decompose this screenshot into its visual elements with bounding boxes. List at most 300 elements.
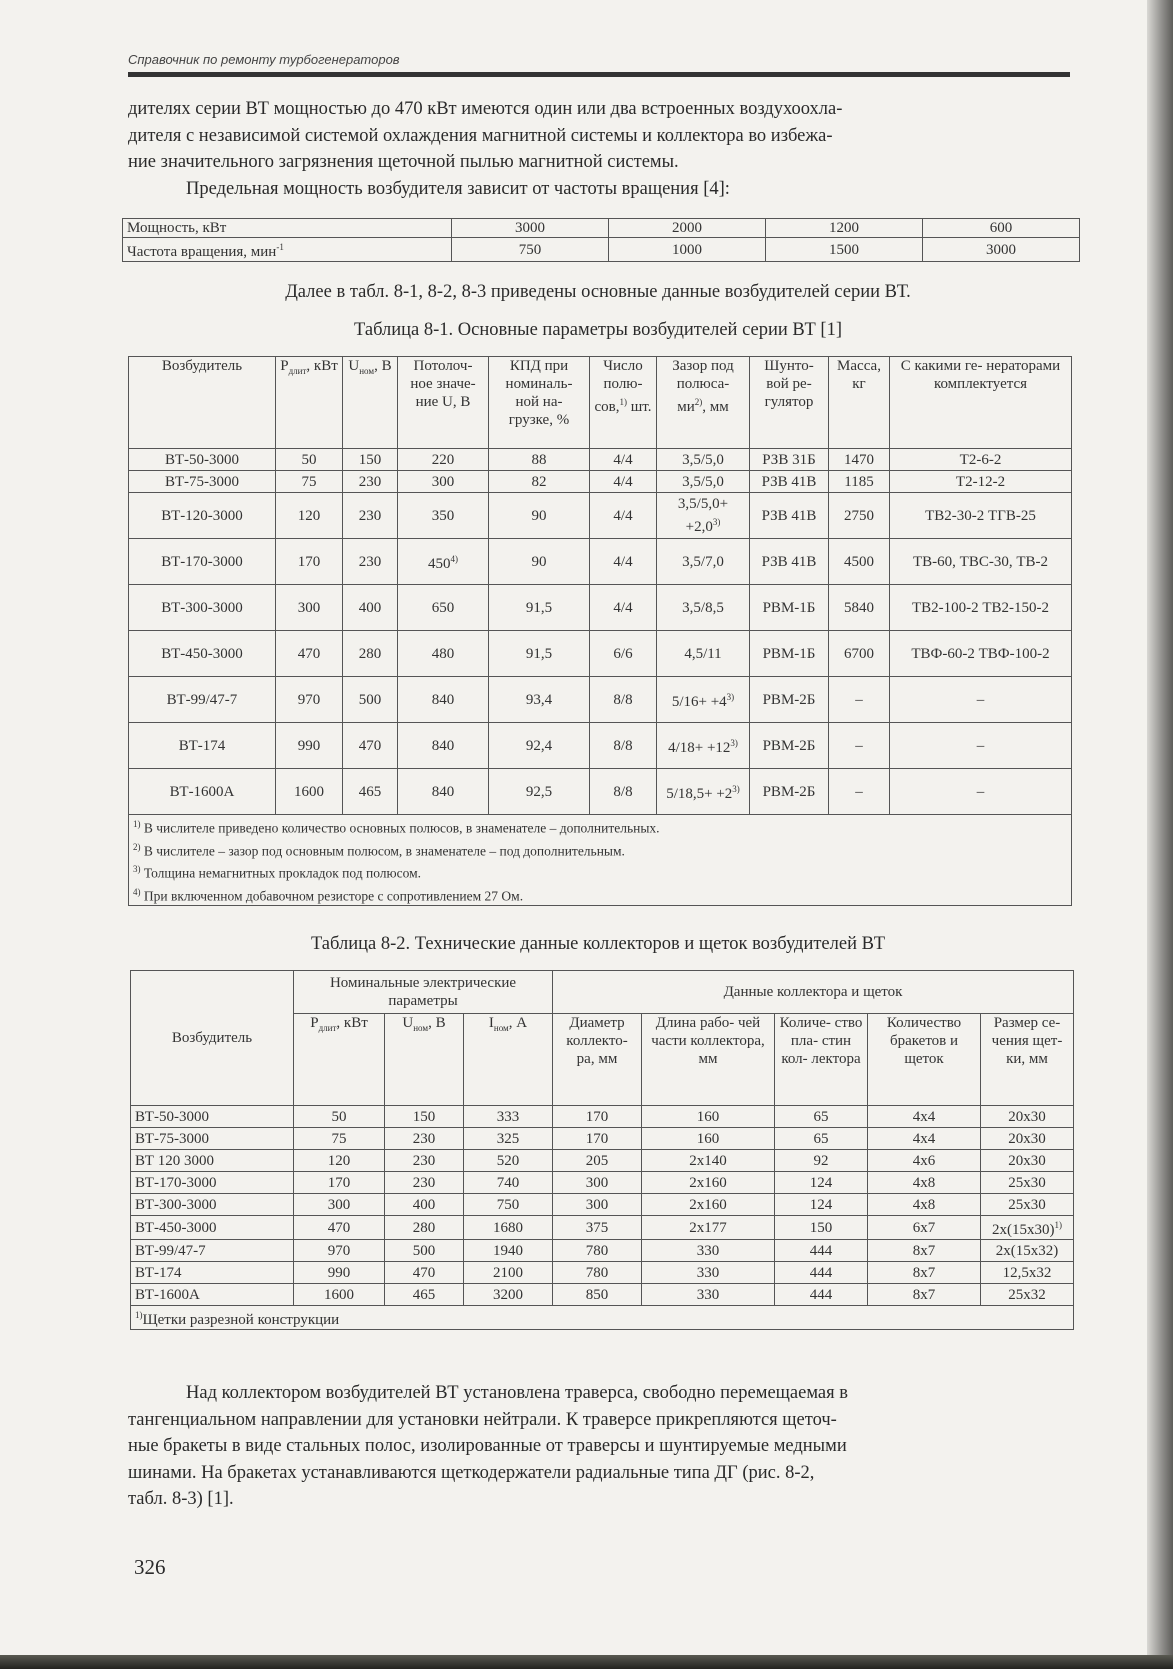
table-cell bbox=[343, 769, 398, 815]
cell-text: Частота вращения, мин bbox=[127, 244, 277, 260]
cell-text: 4/4 bbox=[613, 507, 633, 524]
table-cell bbox=[129, 723, 276, 769]
cell-text: 124 bbox=[809, 1174, 833, 1191]
cell-text: 6700 bbox=[844, 645, 874, 662]
table-cell bbox=[129, 449, 276, 471]
header-cell: Диаметр коллекто- ра, мм bbox=[553, 1014, 642, 1106]
cell-text: – bbox=[976, 737, 985, 754]
cell-text: ВТ-170-3000 bbox=[135, 1174, 217, 1191]
table-cell bbox=[642, 1194, 775, 1216]
table-cell bbox=[890, 769, 1072, 815]
header-cell bbox=[590, 357, 657, 449]
header-cell: Шунто- вой ре- гулятор bbox=[750, 357, 829, 449]
table-row bbox=[131, 1172, 1074, 1194]
footnote-text: Толщина немагнитных прокладок под полюсом. bbox=[140, 865, 422, 881]
cell-text: 8/8 bbox=[613, 737, 633, 754]
table-cell bbox=[590, 769, 657, 815]
header-cell: Возбудитель bbox=[131, 971, 294, 1106]
table-cell bbox=[131, 1194, 294, 1216]
table-cell bbox=[642, 1150, 775, 1172]
table-cell bbox=[775, 1240, 868, 1262]
cell-text: РЗВ 31Б bbox=[762, 451, 816, 468]
cell-text: 650 bbox=[431, 599, 455, 616]
table-cell bbox=[657, 723, 750, 769]
table-cell bbox=[398, 769, 489, 815]
header-cell: Размер се- чения щет- ки, мм bbox=[981, 1014, 1074, 1106]
table-cell bbox=[294, 1262, 385, 1284]
cell-text: , кВт bbox=[306, 358, 338, 374]
table-row bbox=[131, 1216, 1074, 1240]
table-row bbox=[131, 1262, 1074, 1284]
superscript: 3) bbox=[730, 738, 738, 748]
table-cell bbox=[294, 1172, 385, 1194]
superscript: 1) bbox=[135, 1310, 143, 1320]
cell-text: 3,5/5,0 bbox=[682, 473, 724, 490]
cell-text: 480 bbox=[431, 645, 455, 662]
cell-text: 400 bbox=[412, 1196, 436, 1213]
cell-text: 120 bbox=[327, 1152, 351, 1169]
table-row bbox=[129, 471, 1072, 493]
cell-text: 300 bbox=[585, 1174, 609, 1191]
cell-text: ВТ-99/47-7 bbox=[166, 691, 238, 708]
text-line: дителя с независимой системой охлаждения магнитной системы и коллектора во избежа- bbox=[128, 125, 833, 146]
table-row bbox=[131, 1194, 1074, 1216]
cell-text: U bbox=[402, 1015, 414, 1031]
cell-text: 3,5/5,0 bbox=[682, 451, 724, 468]
cell-text: 500 bbox=[412, 1242, 436, 1259]
table-cell bbox=[398, 631, 489, 677]
cell-text: 20x30 bbox=[1008, 1130, 1046, 1147]
cell-text: 3200 bbox=[493, 1286, 523, 1303]
subscript: длит bbox=[318, 1023, 337, 1033]
cell-text: 120 bbox=[297, 507, 321, 524]
table-cell bbox=[131, 1284, 294, 1306]
table-cell bbox=[868, 1262, 981, 1284]
table-cell bbox=[343, 631, 398, 677]
cell-text: 333 bbox=[496, 1108, 520, 1125]
cell-text: 840 bbox=[431, 691, 455, 708]
cell-text: ТВ2-100-2 ТВ2-150-2 bbox=[911, 599, 1050, 616]
cell-text: 2750 bbox=[844, 507, 874, 524]
cell-text: 6x7 bbox=[912, 1219, 936, 1236]
cell-text: 220 bbox=[431, 451, 455, 468]
superscript: 1) bbox=[619, 397, 627, 407]
cell-text: 1600 bbox=[294, 783, 324, 800]
table-cell bbox=[642, 1106, 775, 1128]
table-cell bbox=[385, 1240, 464, 1262]
cell-text: , мм bbox=[702, 399, 729, 415]
cell-text: ВТ-120-3000 bbox=[161, 507, 243, 524]
table-cell bbox=[129, 585, 276, 631]
further-text: Далее в табл. 8-1, 8-2, 8-3 приведены основные данные возбудителей серии ВТ. bbox=[285, 282, 911, 302]
cell-text: 4x4 bbox=[912, 1108, 936, 1125]
cell-text: 4x8 bbox=[912, 1174, 936, 1191]
table-cell bbox=[464, 1172, 553, 1194]
table-row bbox=[129, 493, 1072, 539]
table-cell bbox=[642, 1240, 775, 1262]
header-cell: Масса, кг bbox=[829, 357, 890, 449]
cell-text: 1680 bbox=[493, 1219, 523, 1236]
cell-text: 65 bbox=[813, 1108, 829, 1125]
cell-text: 3,5/7,0 bbox=[682, 553, 724, 570]
table-cell bbox=[829, 723, 890, 769]
table-cell: 1500 bbox=[766, 238, 923, 262]
table-8-1-caption: Таблица 8-1. Основные параметры возбудителей серии ВТ [1] bbox=[354, 320, 842, 340]
table-cell bbox=[890, 471, 1072, 493]
cell-text: ВТ-174 bbox=[178, 737, 226, 754]
table-cell bbox=[981, 1106, 1074, 1128]
superscript: 3) bbox=[133, 864, 141, 874]
table-cell bbox=[343, 723, 398, 769]
table-cell bbox=[123, 238, 452, 262]
superscript: 3) bbox=[732, 784, 740, 794]
table-cell bbox=[829, 539, 890, 585]
table-cell bbox=[868, 1240, 981, 1262]
cell-text: 280 bbox=[412, 1219, 436, 1236]
table-cell bbox=[590, 539, 657, 585]
cell-text: 205 bbox=[585, 1152, 609, 1169]
header-cell bbox=[657, 357, 750, 449]
table-note-row bbox=[129, 815, 1072, 906]
cell-text: 444 bbox=[809, 1264, 833, 1281]
table-cell bbox=[553, 1284, 642, 1306]
table-cell bbox=[464, 1128, 553, 1150]
cell-text: 470 bbox=[358, 737, 382, 754]
cell-text: ВТ-450-3000 bbox=[135, 1219, 217, 1236]
table-cell bbox=[750, 449, 829, 471]
table-cell bbox=[294, 1150, 385, 1172]
cell-text: ВТ-75-3000 bbox=[135, 1130, 209, 1147]
table-cell bbox=[276, 723, 343, 769]
cell-text: 2x160 bbox=[689, 1174, 727, 1191]
table-cell bbox=[890, 493, 1072, 539]
table-cell bbox=[131, 1106, 294, 1128]
table-cell bbox=[553, 1106, 642, 1128]
table-cell bbox=[294, 1194, 385, 1216]
table-cell bbox=[775, 1128, 868, 1150]
table-cell bbox=[343, 677, 398, 723]
table-cell bbox=[657, 493, 750, 539]
table-cell bbox=[775, 1150, 868, 1172]
header-cell: КПД при номиналь- ной на- грузке, % bbox=[489, 357, 590, 449]
text-line: Предельная мощность возбудителя зависит от частоты вращения [4]: bbox=[186, 178, 730, 199]
cell-text: 160 bbox=[696, 1130, 720, 1147]
table-cell bbox=[829, 449, 890, 471]
cell-text: 90 bbox=[531, 507, 547, 524]
cell-text: 160 bbox=[696, 1108, 720, 1125]
table-cell bbox=[553, 1172, 642, 1194]
header-cell: Номинальные электрические параметры bbox=[294, 971, 553, 1014]
cell-text: 4x4 bbox=[912, 1130, 936, 1147]
table-row bbox=[131, 1128, 1074, 1150]
cell-text: 300 bbox=[297, 599, 321, 616]
cell-text: 91,5 bbox=[525, 599, 553, 616]
header-cell: Количество бракетов и щеток bbox=[868, 1014, 981, 1106]
table-cell bbox=[553, 1150, 642, 1172]
superscript: 4) bbox=[450, 554, 458, 564]
cell-text: 840 bbox=[431, 737, 455, 754]
cell-text: РЗВ 41В bbox=[761, 553, 817, 570]
table-cell bbox=[981, 1216, 1074, 1240]
table-cell bbox=[385, 1150, 464, 1172]
table-cell bbox=[398, 449, 489, 471]
table-cell bbox=[868, 1284, 981, 1306]
cell-text: ВТ-1600А bbox=[135, 1286, 200, 1303]
cell-text: 1470 bbox=[844, 451, 874, 468]
cell-text: ТВ2-30-2 ТГВ-25 bbox=[925, 507, 1036, 524]
table-cell bbox=[981, 1172, 1074, 1194]
cell-text: 8x7 bbox=[912, 1286, 936, 1303]
superscript: 1) bbox=[1054, 1220, 1062, 1230]
cell-text: 3,5/5,0+ +2,0 bbox=[677, 496, 729, 535]
table-cell: 3000 bbox=[923, 238, 1080, 262]
text-line: Над коллектором возбудителей ВТ установлена траверса, свободно перемещаемая в bbox=[186, 1383, 848, 1403]
table-cell bbox=[868, 1172, 981, 1194]
cell-text: ВТ 120 3000 bbox=[135, 1152, 214, 1169]
table-cell bbox=[129, 677, 276, 723]
table-row bbox=[131, 1240, 1074, 1262]
table-8-2 bbox=[130, 970, 1074, 1330]
table-cell bbox=[657, 677, 750, 723]
table-cell bbox=[775, 1106, 868, 1128]
table-cell bbox=[129, 539, 276, 585]
cell-text: 92,4 bbox=[525, 737, 553, 754]
table-cell bbox=[131, 1216, 294, 1240]
table-cell bbox=[385, 1284, 464, 1306]
cell-text: 12,5x32 bbox=[1002, 1264, 1052, 1281]
table-cell bbox=[129, 471, 276, 493]
table-cell bbox=[750, 769, 829, 815]
superscript: 2) bbox=[133, 841, 141, 852]
table-cell bbox=[489, 769, 590, 815]
speed-table bbox=[122, 218, 1080, 262]
cell-text: 170 bbox=[327, 1174, 351, 1191]
header-cell bbox=[464, 1014, 553, 1106]
table-cell bbox=[642, 1216, 775, 1240]
cell-text: 444 bbox=[809, 1286, 833, 1303]
footnote-text: При включенном добавочном резисторе с сопротивлением 27 Ом. bbox=[140, 888, 524, 903]
table-cell bbox=[829, 631, 890, 677]
table-cell bbox=[750, 493, 829, 539]
table-cell bbox=[489, 471, 590, 493]
table-cell bbox=[343, 585, 398, 631]
cell-text: – bbox=[855, 737, 863, 754]
footnote bbox=[133, 860, 1067, 883]
cell-text: Т2-6-2 bbox=[959, 451, 1002, 468]
cell-text: 444 bbox=[809, 1242, 833, 1259]
table-cell bbox=[642, 1284, 775, 1306]
running-header: Справочник по ремонту турбогенераторов bbox=[128, 52, 400, 67]
table-cell bbox=[131, 1150, 294, 1172]
table-cell bbox=[981, 1150, 1074, 1172]
table-cell bbox=[657, 539, 750, 585]
text-line: табл. 8-3) [1]. bbox=[128, 1489, 234, 1509]
cell-text: 970 bbox=[297, 691, 321, 708]
cell-text: 50 bbox=[331, 1108, 347, 1125]
cell-text: 25x32 bbox=[1008, 1286, 1046, 1303]
cell-text: 740 bbox=[496, 1174, 520, 1191]
table-row bbox=[123, 219, 1080, 238]
superscript: 3) bbox=[712, 517, 721, 527]
table-cell bbox=[385, 1194, 464, 1216]
table-cell: 2000 bbox=[609, 219, 766, 238]
cell-text: РЗВ 41В bbox=[761, 473, 817, 490]
cell-text: 330 bbox=[696, 1264, 720, 1281]
table-cell bbox=[868, 1150, 981, 1172]
table-cell bbox=[590, 723, 657, 769]
cell-text: РВМ-2Б bbox=[762, 783, 816, 800]
cell-text: Щетки разрезной конструкции bbox=[142, 1312, 340, 1328]
table-cell bbox=[750, 539, 829, 585]
table-cell bbox=[553, 1128, 642, 1150]
superscript: 4) bbox=[133, 886, 141, 897]
cell-text: 4/18+ +12 bbox=[668, 740, 731, 756]
cell-text: 75 bbox=[301, 473, 317, 490]
table-cell bbox=[890, 585, 1072, 631]
cell-text: 2x(15x32) bbox=[995, 1242, 1059, 1259]
table-cell bbox=[398, 723, 489, 769]
cell-text: 780 bbox=[585, 1242, 609, 1259]
cell-text: РВМ-2Б bbox=[762, 691, 816, 708]
cell-text: РЗВ 41В bbox=[761, 507, 817, 524]
table-row bbox=[131, 1106, 1074, 1128]
cell-text: 20x30 bbox=[1008, 1152, 1046, 1169]
table-cell bbox=[129, 769, 276, 815]
header-cell: Возбудитель bbox=[129, 357, 276, 449]
header-cell: Потолоч- ное значе- ние U, В bbox=[398, 357, 489, 449]
table-row bbox=[129, 723, 1072, 769]
cell-text: 170 bbox=[585, 1108, 609, 1125]
page-number: 326 bbox=[134, 1555, 166, 1579]
table-cell bbox=[276, 769, 343, 815]
subscript: длит bbox=[288, 366, 307, 376]
cell-text: 1600 bbox=[324, 1286, 354, 1303]
cell-text: – bbox=[976, 691, 985, 708]
table-cell bbox=[868, 1106, 981, 1128]
cell-text: ВТ-300-3000 bbox=[161, 599, 243, 616]
cell-text: 25x30 bbox=[1008, 1174, 1046, 1191]
header-cell bbox=[276, 357, 343, 449]
table-row bbox=[123, 238, 1080, 262]
cell-text: 82 bbox=[531, 473, 547, 490]
intro-paragraph bbox=[128, 96, 1068, 202]
cell-text: 5/16+ +4 bbox=[671, 694, 727, 710]
cell-text: 330 bbox=[696, 1286, 720, 1303]
table-row bbox=[129, 585, 1072, 631]
cell-text: 400 bbox=[358, 599, 382, 616]
cell-text: 4/4 bbox=[613, 599, 633, 616]
cell-text: 330 bbox=[696, 1242, 720, 1259]
table-cell bbox=[464, 1284, 553, 1306]
cell-text: 325 bbox=[496, 1130, 520, 1147]
cell-text: ВТ-1600А bbox=[169, 783, 235, 800]
cell-text: , В bbox=[428, 1015, 446, 1031]
table-cell bbox=[489, 493, 590, 539]
cell-text: 88 bbox=[531, 451, 547, 468]
table-8-2-caption: Таблица 8-2. Технические данные коллекторов и щеток возбудителей ВТ bbox=[310, 934, 886, 954]
table-cell bbox=[890, 449, 1072, 471]
table-cell bbox=[890, 539, 1072, 585]
table-cell bbox=[294, 1216, 385, 1240]
cell-text: 25x30 bbox=[1008, 1196, 1046, 1213]
table-cell bbox=[775, 1262, 868, 1284]
table-cell bbox=[398, 585, 489, 631]
cell-text: ВТ-99/47-7 bbox=[135, 1242, 206, 1259]
cell-text: 4/4 bbox=[613, 553, 633, 570]
table-cell bbox=[294, 1106, 385, 1128]
cell-text: 3,5/8,5 bbox=[682, 599, 724, 616]
cell-text: 91,5 bbox=[525, 645, 553, 662]
table-cell bbox=[890, 677, 1072, 723]
cell-text: 2100 bbox=[493, 1264, 523, 1281]
cell-text: 150 bbox=[809, 1219, 833, 1236]
table-cell bbox=[276, 585, 343, 631]
cell-text: 230 bbox=[358, 473, 382, 490]
cell-text: 20x30 bbox=[1008, 1108, 1046, 1125]
table-cell bbox=[890, 723, 1072, 769]
table-cell bbox=[294, 1284, 385, 1306]
cell-text: 150 bbox=[412, 1108, 436, 1125]
cell-text: 93,4 bbox=[525, 691, 553, 708]
table-cell bbox=[750, 631, 829, 677]
table-row bbox=[131, 1150, 1074, 1172]
table-cell bbox=[131, 1128, 294, 1150]
table-row bbox=[129, 449, 1072, 471]
table-cell bbox=[657, 769, 750, 815]
cell-text: P bbox=[310, 1015, 319, 1031]
cell-text: 520 bbox=[496, 1152, 520, 1169]
table-cell bbox=[829, 585, 890, 631]
cell-text: ВТ-50-3000 bbox=[135, 1108, 209, 1125]
table-cell bbox=[131, 1262, 294, 1284]
cell-text: P bbox=[280, 358, 289, 374]
table-cell bbox=[489, 585, 590, 631]
table-cell bbox=[775, 1194, 868, 1216]
table-header-row bbox=[131, 971, 1074, 1014]
cell-text: 6/6 bbox=[613, 645, 633, 662]
table-cell bbox=[553, 1194, 642, 1216]
cell-text: 90 bbox=[531, 553, 547, 570]
cell-text: 92 bbox=[813, 1152, 829, 1169]
footnote bbox=[133, 815, 1067, 838]
table-cell bbox=[590, 631, 657, 677]
cell-text: 780 bbox=[585, 1264, 609, 1281]
table-cell bbox=[398, 471, 489, 493]
table-cell bbox=[131, 1240, 294, 1262]
cell-text: 230 bbox=[412, 1130, 436, 1147]
cell-text: Зазор под полюса- ми bbox=[672, 358, 734, 415]
table-note-row bbox=[131, 1306, 1074, 1330]
table-row bbox=[129, 631, 1072, 677]
footnote bbox=[133, 838, 1067, 861]
table-cell: Мощность, кВт bbox=[123, 219, 452, 238]
table-cell bbox=[553, 1262, 642, 1284]
cell-text: ТВФ-60-2 ТВФ-100-2 bbox=[911, 645, 1050, 662]
cell-text: 375 bbox=[585, 1219, 609, 1236]
table-cell bbox=[489, 677, 590, 723]
superscript: 3) bbox=[726, 692, 735, 702]
cell-text: 230 bbox=[412, 1152, 436, 1169]
table-cell bbox=[553, 1240, 642, 1262]
table-cell bbox=[750, 471, 829, 493]
cell-text: 50 bbox=[301, 451, 317, 468]
cell-text: 850 bbox=[585, 1286, 609, 1303]
table-row bbox=[129, 677, 1072, 723]
table-cell bbox=[385, 1262, 464, 1284]
cell-text: 470 bbox=[297, 645, 321, 662]
table-cell bbox=[775, 1216, 868, 1240]
header-cell bbox=[343, 357, 398, 449]
